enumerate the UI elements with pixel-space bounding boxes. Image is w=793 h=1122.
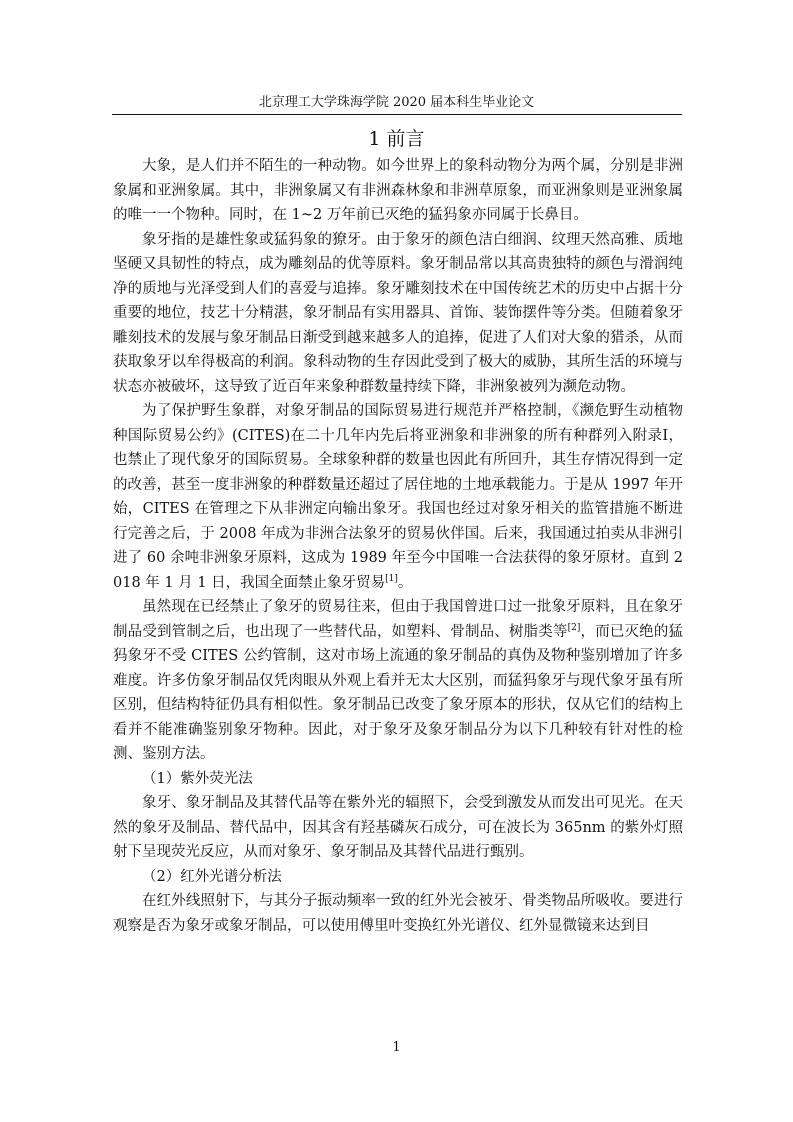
paragraph-uv: 象牙、象牙制品及其替代品等在紫外光的辐照下，会受到激发从而发出可见光。在天然的象牙及制品、替代品中，因其含有羟基磷灰石成分，可在波长为 365nm 的紫外灯照射下呈现荧光反应，从而对象牙、象牙制品及其替代品进行甄别。 — [113, 795, 683, 860]
method-heading-uv: （1）紫外荧光法 — [142, 770, 253, 787]
citation-2: [2] — [567, 622, 581, 633]
section-title: 1 前言 — [368, 128, 425, 150]
citation-1: [1] — [385, 573, 398, 584]
running-header: 北京理工大学珠海学院 2020 届本科生毕业论文 — [258, 95, 535, 110]
page-number: 1 — [392, 1040, 401, 1055]
paragraph-3: 为了保护野生象群，对象牙制品的国际贸易进行规范并严格控制，《濒危野生动植物种国际贸易公约》(CITES)在二十几年内先后将亚洲象和非洲象的所有种群列入附录Ⅰ，也禁止了现代象牙的国际贸易。全球象种群的数量也因此有所回升，其生存情况得到一定的改善，甚至一度非洲象的种群数量还超过了居住地的土地承载能力。于是从 1997 年开始，CITES 在管理之下从非洲定向输出象牙。我国也经过对象牙相关的监管措施不断进行完善之后，于 2008 年成为非洲合法象牙的贸易伙伴国。后来，我国通过拍卖从非洲引进了 60 余吨非洲象牙原料，这成为 1989 年至今中国唯一合法获得的象牙原材。直到 2018 年 1 月 1 日，我国全面禁止象牙贸易[1]。 — [113, 403, 683, 591]
header-divider — [112, 114, 682, 115]
paragraph-4: 虽然现在已经禁止了象牙的贸易往来，但由于我国曾进口过一批象牙原料，且在象牙制品受到管制之后，也出现了一些替代品，如塑料、骨制品、树脂类等[2]，而已灭绝的猛犸象牙不受 CITES 公约管制，这对市场上流通的象牙制品的真伪及物种鉴别增加了许多难度。许多仿象牙制品仅凭肉眼从外观上看并无太大区别，而猛犸象牙与现代象牙虽有所区别，但结构特征仍具有相似性。象牙制品已改变了象牙原本的形状，仅从它们的结构上看并不能准确鉴别象牙物种。因此，对于象牙及象牙制品分为以下几种较有针对性的检测、鉴别方法。 — [113, 599, 684, 762]
paragraph-2: 象牙指的是雄性象或猛犸象的獠牙。由于象牙的颜色洁白细润、纹理天然高雅、质地坚硬又具韧性的特点，成为雕刻品的优等原料。象牙制品常以其高贵独特的颜色与滑润纯净的质地与光泽受到人们的喜爱与追捧。象牙雕刻技术在中国传统艺术的历史中占据十分重要的地位，技艺十分精湛，象牙制品有实用器具、首饰、装饰摆件等分类。但随着象牙雕刻技术的发展与象牙制品日渐受到越来越多人的追捧，促进了人们对大象的猎杀，从而获取象牙以牟得极高的利润。象科动物的生存因此受到了极大的威胁，其所生活的环境与状态亦被破坏，这导致了近百年来象种群数量持续下降，非洲象被列为濒危动物。 — [113, 231, 683, 395]
method-heading-ir: （2）红外光谱分析法 — [142, 868, 282, 885]
body-text — [113, 154, 683, 938]
paragraph-1: 大象，是人们并不陌生的一种动物。如今世界上的象科动物分为两个属，分别是非洲象属和亚洲象属。其中，非洲象属又有非洲森林象和非洲草原象，而亚洲象则是亚洲象属的唯一一个物种。同时，在 1~2 万年前已灭绝的猛犸象亦同属于长鼻目。 — [113, 158, 683, 223]
paragraph-ir: 在红外线照射下，与其分子振动频率一致的红外光会被牙、骨类物品所吸收。要进行观察是否为象牙或象牙制品，可以使用傅里叶变换红外光谱仪、红外显微镜来达到目 — [113, 893, 683, 934]
